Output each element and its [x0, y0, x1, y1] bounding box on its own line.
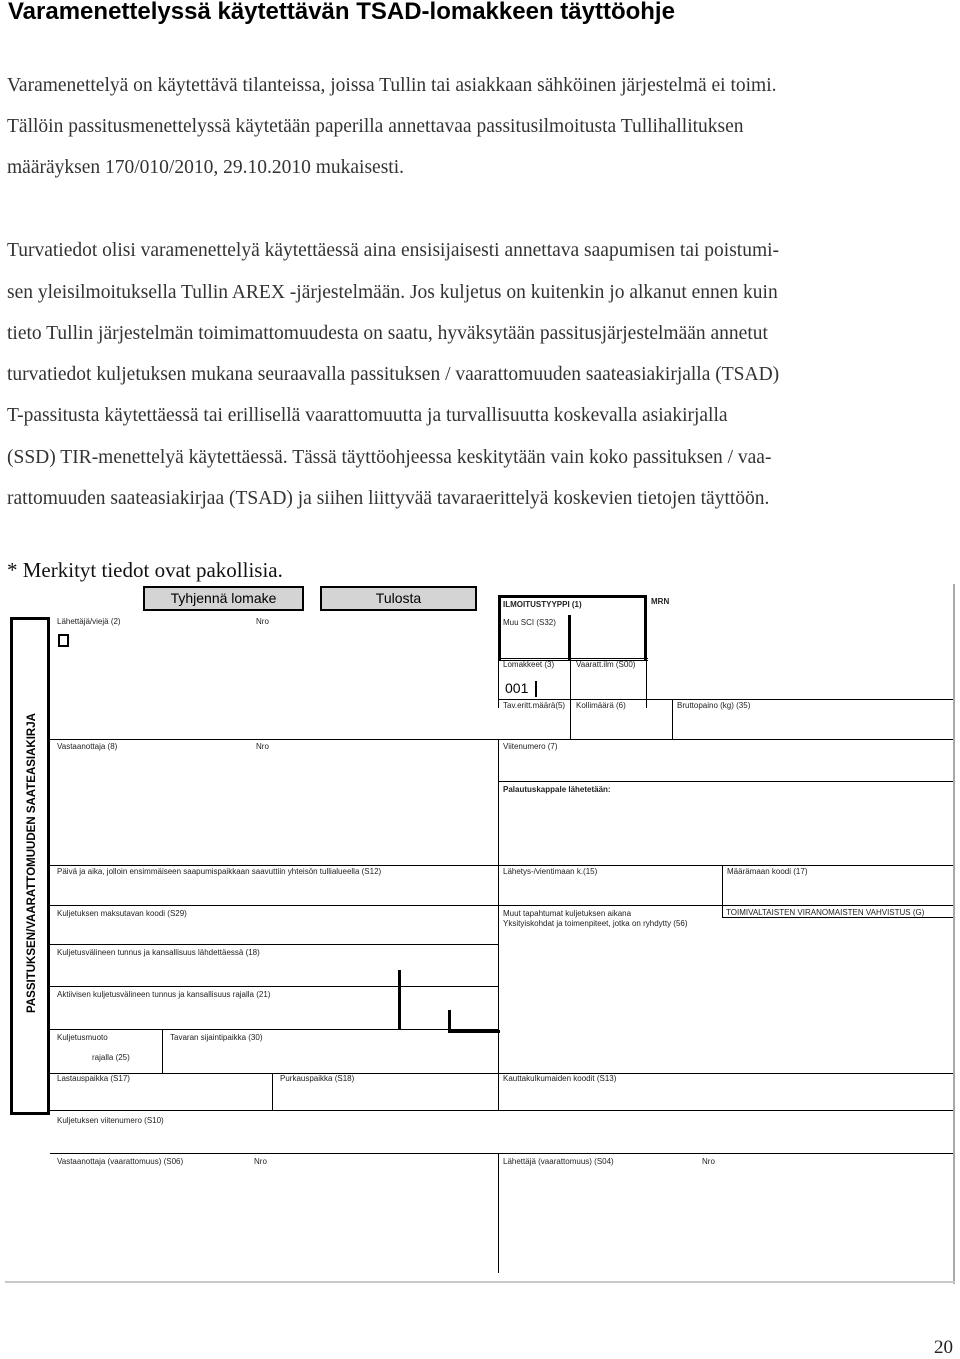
vaarattilm-label: Vaaratt.ilm (S00) [576, 660, 636, 669]
marker-4 [535, 681, 537, 697]
lomakkeet-value[interactable]: 001 [505, 680, 529, 696]
palautus-label: Palautuskappale lähetetään: [503, 785, 611, 794]
maksutapa-label: Kuljetuksen maksutavan koodi (S29) [57, 909, 187, 918]
marker-1 [398, 970, 401, 1030]
ilmoitus-box-divider [568, 615, 571, 660]
rule [722, 905, 723, 917]
paragraph2-line-1: Turvatiedot olisi varamenettelyä käytettäessä aina ensisijaisesti annettava saapumisen tai poistumi- [7, 240, 780, 261]
rule [498, 1073, 499, 1111]
mandatory-note: * Merkityt tiedot ovat pakollisia. [7, 558, 283, 582]
lahetysmaa-label: Lähetys-/vientimaan k.(15) [503, 867, 598, 876]
rule [272, 1073, 273, 1111]
lastauspaikka-label: Lastauspaikka (S17) [57, 1074, 130, 1083]
form-frame-bottom [5, 1281, 955, 1283]
rule [50, 739, 953, 740]
side-title: PASSITUKSEN/VAARATTOMUUDEN SAATEASIAKIRJA [26, 713, 38, 1013]
rule [50, 1110, 953, 1111]
side-band-right-border [47, 617, 50, 1115]
side-band-top-border [10, 617, 50, 620]
kuljetusvaline-label: Kuljetusvälineen tunnus ja kansallisuus lähdettäessä (18) [57, 948, 260, 957]
checkbox[interactable] [58, 634, 69, 647]
toimivaltaisten-label: TOIMIVALTAISTEN VIRANOMAISTEN VAHVISTUS (G) [726, 908, 925, 917]
rule [570, 699, 571, 739]
side-band-bottom-border [10, 1112, 50, 1115]
rajalla-label: rajalla (25) [92, 1053, 130, 1062]
viitenumero-label: Viitenumero (7) [503, 742, 558, 751]
rule [50, 986, 498, 987]
vastaanottaja-label: Vastaanottaja (8) [57, 742, 118, 751]
clear-form-button[interactable]: Tyhjennä lomake [143, 586, 304, 611]
aktiivinen-label: Aktiivisen kuljetusvälineen tunnus ja kansallisuus rajalla (21) [57, 990, 271, 999]
rule [50, 905, 953, 906]
tsad-form [5, 583, 957, 1283]
tav-eritt-label: Tav.eritt.määrä(5) [503, 701, 566, 710]
ilmoitus-box-left [498, 595, 501, 660]
kuljetusmuoto-label: Kuljetusmuoto [57, 1033, 108, 1042]
nro-label-3: Nro [254, 1157, 267, 1166]
page-heading: Varamenettelyssä käytettävän TSAD-lomakkeen täyttöohje [8, 0, 675, 25]
paragraph1-line-3: määräyksen 170/010/2010, 29.10.2010 mukaisesti. [7, 157, 404, 178]
lahettaja-s04-label: Lähettäjä (vaarattomuus) (S04) [503, 1157, 614, 1166]
rule [498, 739, 499, 869]
rule [498, 905, 499, 1075]
paragraph2-line-2: sen yleisilmoituksella Tullin AREX -järjestelmään. Jos kuljetus on kuitenkin jo alkanut ennen kuin [7, 282, 778, 303]
viitenumero-s10-label: Kuljetuksen viitenumero (S10) [57, 1116, 164, 1125]
marker-3 [448, 1030, 500, 1033]
rule [498, 865, 499, 907]
kollimaara-label: Kollimäärä (6) [576, 701, 626, 710]
kauttakulku-label: Kauttakulkumaiden koodit (S13) [503, 1074, 617, 1083]
muut-tapahtumat-label-1: Muut tapahtumat kuljetuksen aikana [503, 909, 632, 918]
purkauspaikka-label: Purkauspaikka (S18) [280, 1074, 355, 1083]
nro-label-2: Nro [256, 742, 269, 751]
nro-label-4: Nro [702, 1157, 715, 1166]
paragraph2-line-3: tieto Tullin järjestelmän toimimattomuudesta on saatu, hyväksytään passitusjärjestelmään annetut [7, 323, 768, 344]
bruttopaino-label: Bruttopaino (kg) (35) [677, 701, 751, 710]
muu-sci-label: Muu SCI (S32) [503, 618, 556, 627]
rule [162, 1029, 163, 1074]
paragraph1-line-2: Tällöin passitusmenettelyssä käytetään paperilla annettavaa passitusilmoitusta Tullihallituksen [7, 116, 744, 137]
lomakkeet-label: Lomakkeet (3) [503, 660, 555, 669]
rule [50, 944, 498, 945]
rule [498, 781, 953, 782]
rule [50, 1029, 498, 1030]
side-band-left-border [10, 617, 13, 1115]
rule [722, 917, 953, 918]
rule [722, 865, 723, 907]
ilmoitustyyppi-label: ILMOITUSTYYPPI (1) [503, 600, 582, 609]
rule [498, 1153, 499, 1273]
tavaran-sijainti-label: Tavaran sijaintipaikka (30) [170, 1033, 263, 1042]
vastaanottaja-s06-label: Vastaanottaja (vaarattomuus) (S06) [57, 1157, 184, 1166]
page-number: 20 [934, 1337, 953, 1358]
rule [498, 658, 648, 659]
muut-tapahtumat-label-2: Yksityiskohdat ja toimenpiteet, jotka on ryhdytty (56) [503, 919, 688, 928]
ilmoitus-box-top [498, 595, 646, 598]
lahettaja-label: Lähettäjä/viejä (2) [57, 617, 121, 626]
ilmoitus-box-right [644, 595, 647, 660]
rule [498, 699, 953, 700]
rule [672, 699, 673, 739]
rule [498, 658, 499, 708]
rule [50, 865, 953, 866]
mrn-label: MRN [651, 597, 670, 606]
paragraph2-line-4: turvatiedot kuljetuksen mukana seuraavalla passituksen / vaarattomuuden saateasiakirjalla (TSAD) [7, 364, 780, 385]
rule [646, 658, 647, 708]
nro-label-1: Nro [256, 617, 269, 626]
paragraph2-line-6: (SSD) TIR-menettelyä käytettäessä. Tässä täyttöohjeessa keskitytään vain koko passituksen / vaa- [7, 447, 772, 468]
print-button[interactable]: Tulosta [320, 586, 477, 611]
paragraph2-line-7: rattomuuden saateasiakirjaa (TSAD) ja siihen liittyvää tavaraerittelyä koskevien tietojen täyttöön. [7, 488, 770, 509]
paragraph2-line-5: T-passitusta käytettäessä tai erillisellä vaarattomuutta ja turvallisuutta koskevalla asiakirjalla [7, 405, 728, 426]
paragraph1-line-1: Varamenettelyä on käytettävä tilanteissa, joissa Tullin tai asiakkaan sähköinen järjestelmä ei toimi. [7, 75, 777, 96]
form-frame-right [953, 584, 955, 1284]
rule [50, 1073, 953, 1074]
paiva-label: Päivä ja aika, jolloin ensimmäiseen saapumispaikkaan saavuttiin yhteisön tullialueella (S12) [57, 867, 382, 876]
rule [50, 1153, 953, 1154]
maaramaa-label: Määrämaan koodi (17) [727, 867, 808, 876]
